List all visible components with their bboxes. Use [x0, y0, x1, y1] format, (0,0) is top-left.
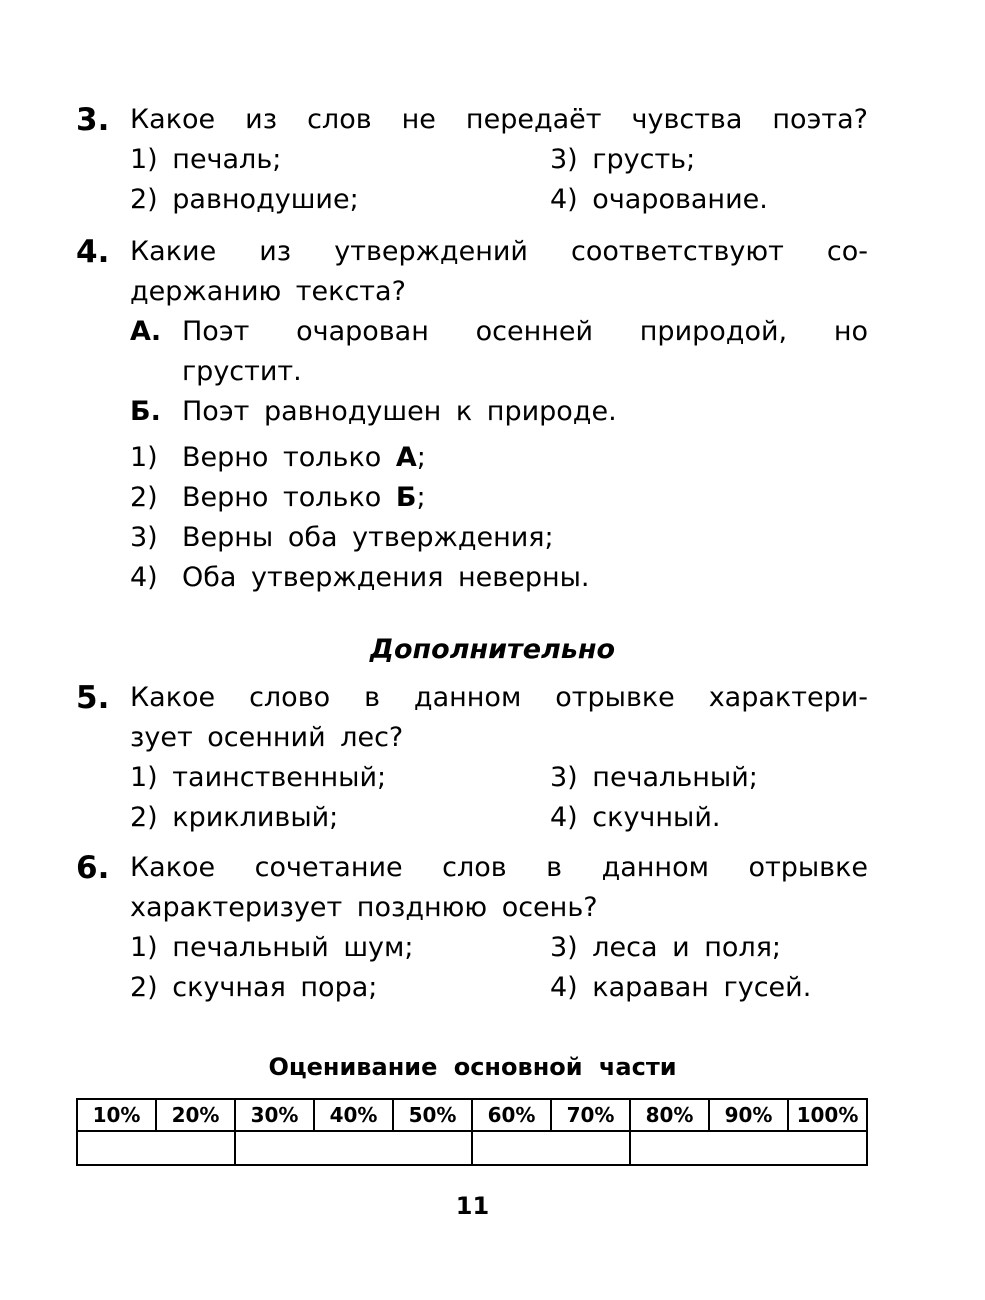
answer-options: [130, 758, 868, 838]
grade-cell[interactable]: [472, 1131, 630, 1165]
question-text: Какие из утверждений соответствуют со- держанию текста?: [130, 236, 868, 307]
answer-option[interactable]: 1) Верно только А;: [130, 442, 426, 473]
answer-option[interactable]: 1) печальный шум;: [130, 932, 414, 963]
answer-options: [130, 140, 868, 220]
answer-option[interactable]: 1) печаль;: [130, 144, 282, 175]
statement-label: Б.: [130, 396, 161, 427]
percent-cell: 90%: [709, 1099, 788, 1131]
answer-option[interactable]: 1) таинственный;: [130, 762, 387, 793]
question-5: [76, 678, 868, 838]
percent-cell: 40%: [314, 1099, 393, 1131]
answer-option[interactable]: 3) грусть;: [550, 144, 696, 175]
question-3: [76, 100, 868, 220]
answer-option[interactable]: 2) Верно только Б;: [130, 482, 426, 513]
statement-label: А.: [130, 316, 162, 347]
grade-mark-row: [77, 1131, 867, 1165]
grade-cell[interactable]: [630, 1131, 867, 1165]
answer-option[interactable]: 3) леса и поля;: [550, 932, 782, 963]
percent-cell: 60%: [472, 1099, 551, 1131]
percent-cell: 10%: [77, 1099, 156, 1131]
statement-a: [130, 312, 868, 392]
percent-cell: 70%: [551, 1099, 630, 1131]
page-number: 11: [455, 1192, 490, 1220]
answer-options: [130, 928, 868, 1008]
grading-table: [76, 1098, 868, 1166]
question-4: [76, 232, 868, 598]
question-6: [76, 848, 868, 1008]
question-number: 6.: [76, 850, 110, 886]
section-heading: Дополнительно: [369, 634, 616, 665]
grading-title: Оценивание основной части: [268, 1053, 677, 1081]
percent-cell: 50%: [393, 1099, 472, 1131]
answer-option[interactable]: 4) очарование.: [550, 184, 768, 215]
answer-option[interactable]: 2) скучная пора;: [130, 972, 378, 1003]
answer-option[interactable]: 4) Оба утверждения неверны.: [130, 562, 590, 593]
question-number: 5.: [76, 680, 110, 716]
question-text: Какое слово в данном отрывке характери- зует осенний лес?: [130, 682, 868, 753]
question-number: 4.: [76, 234, 110, 270]
answer-option[interactable]: 4) скучный.: [550, 802, 721, 833]
percent-cell: 80%: [630, 1099, 709, 1131]
answer-options: [130, 438, 868, 598]
answer-option[interactable]: 3) печальный;: [550, 762, 758, 793]
percent-cell: 20%: [156, 1099, 235, 1131]
statement-text: Поэт очарован осенней природой, но грустит.: [182, 316, 868, 387]
answer-option[interactable]: 3) Верны оба утверждения;: [130, 522, 554, 553]
percent-cell: 30%: [235, 1099, 314, 1131]
percent-cell: 100%: [788, 1099, 867, 1131]
percent-row: [77, 1099, 867, 1131]
answer-option[interactable]: 2) крикливый;: [130, 802, 339, 833]
question-text: Какое сочетание слов в данном отрывке характеризует позднюю осень?: [130, 852, 868, 923]
answer-option[interactable]: 2) равнодушие;: [130, 184, 359, 215]
grade-cell[interactable]: [77, 1131, 235, 1165]
question-number: 3.: [76, 102, 110, 138]
statement-b: [130, 392, 868, 432]
statement-text: Поэт равнодушен к природе.: [182, 396, 617, 427]
grade-cell[interactable]: [235, 1131, 472, 1165]
question-text: Какое из слов не передаёт чувства поэта?: [130, 104, 868, 135]
answer-option[interactable]: 4) караван гусей.: [550, 972, 812, 1003]
